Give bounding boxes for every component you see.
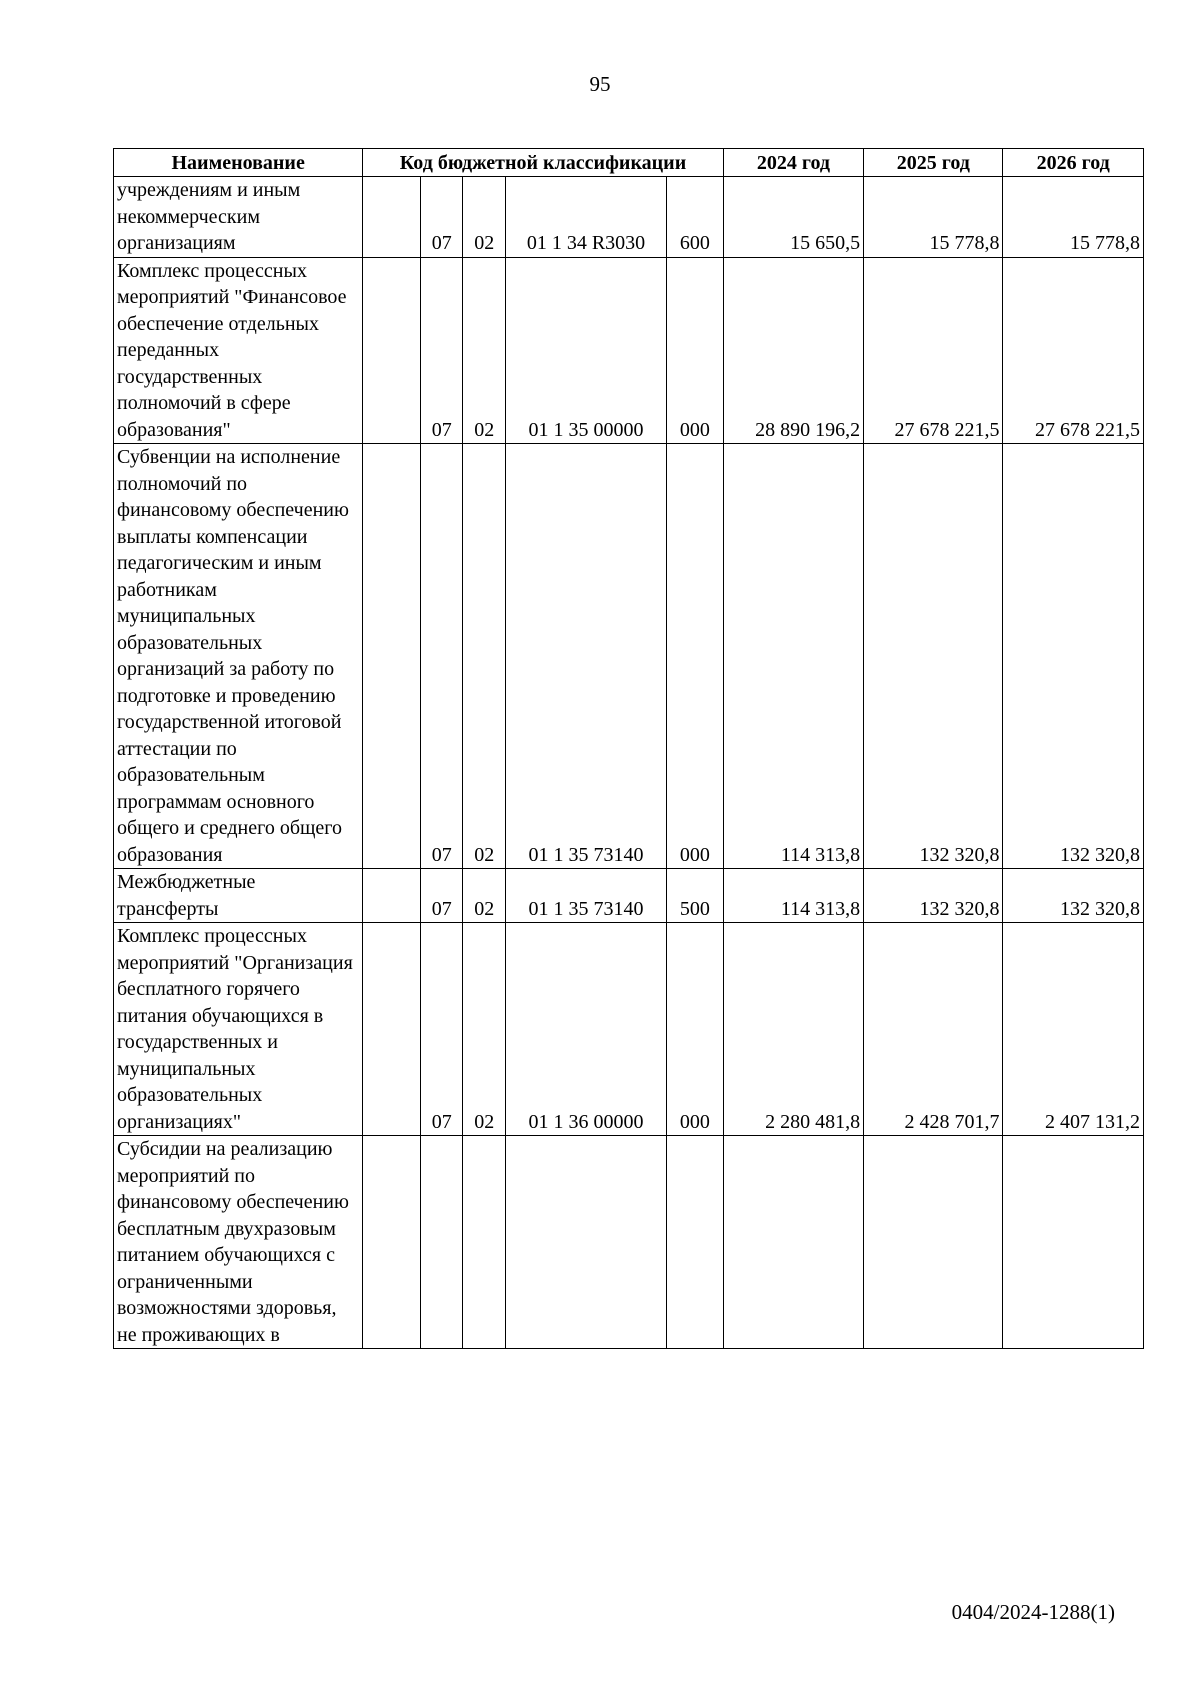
code-expense-type [667, 1136, 724, 1349]
amount-2024: 15 650,5 [723, 177, 863, 258]
table-row [114, 1136, 1144, 1349]
code-target-article: 01 1 35 00000 [505, 257, 666, 444]
code-subsection: 02 [463, 923, 505, 1136]
amount-2025: 132 320,8 [864, 869, 1003, 923]
code-chapter [421, 1136, 463, 1349]
code-expense-type: 000 [667, 257, 724, 444]
code-section [363, 923, 421, 1136]
code-expense-type: 500 [667, 869, 724, 923]
code-chapter: 07 [421, 257, 463, 444]
document-code: 0404/2024-1288(1) [951, 1600, 1115, 1624]
table-row [114, 177, 1144, 258]
amount-2025: 132 320,8 [864, 444, 1003, 869]
amount-2026: 132 320,8 [1003, 444, 1144, 869]
code-target-article: 01 1 35 73140 [505, 869, 666, 923]
row-name: Межбюджетные трансферты [114, 869, 363, 923]
amount-2024: 28 890 196,2 [723, 257, 863, 444]
amount-2026: 27 678 221,5 [1003, 257, 1144, 444]
header-2026: 2026 год [1003, 149, 1144, 177]
table-row [114, 923, 1144, 1136]
code-target-article: 01 1 35 73140 [505, 444, 666, 869]
table-row [114, 444, 1144, 869]
header-name: Наименование [114, 149, 363, 177]
code-subsection: 02 [463, 177, 505, 258]
code-subsection: 02 [463, 869, 505, 923]
budget-table [113, 148, 1144, 1349]
page-number: 95 [589, 72, 611, 96]
code-subsection: 02 [463, 444, 505, 869]
code-chapter: 07 [421, 923, 463, 1136]
amount-2024: 2 280 481,8 [723, 923, 863, 1136]
code-target-article [505, 1136, 666, 1349]
code-section [363, 1136, 421, 1349]
amount-2024: 114 313,8 [723, 869, 863, 923]
table-row [114, 257, 1144, 444]
header-2025: 2025 год [864, 149, 1003, 177]
amount-2026 [1003, 1136, 1144, 1349]
header-code: Код бюджетной классификации [363, 149, 723, 177]
table-header-row [114, 149, 1144, 177]
row-name: Комплекс процессных мероприятий "Организация бесплатного горячего питания обучающихся в государственных и муниципальных образовательных организациях" [114, 923, 363, 1136]
code-section [363, 444, 421, 869]
code-expense-type: 000 [667, 444, 724, 869]
code-section [363, 869, 421, 923]
table-row [114, 869, 1144, 923]
amount-2025: 15 778,8 [864, 177, 1003, 258]
amount-2025: 27 678 221,5 [864, 257, 1003, 444]
row-name: Субвенции на исполнение полномочий по финансовому обеспечению выплаты компенсации педагогическим и иным работникам муниципальных образовательных организаций за работу по подготовке и проведению государственной итоговой аттестации по образовательным программам основного общего и среднего общего образования [114, 444, 363, 869]
code-chapter: 07 [421, 869, 463, 923]
amount-2025: 2 428 701,7 [864, 923, 1003, 1136]
row-name: учреждениям и иным некоммерческим организациям [114, 177, 363, 258]
code-chapter: 07 [421, 444, 463, 869]
code-subsection [463, 1136, 505, 1349]
amount-2026: 132 320,8 [1003, 869, 1144, 923]
code-target-article: 01 1 36 00000 [505, 923, 666, 1136]
code-chapter: 07 [421, 177, 463, 258]
code-expense-type: 600 [667, 177, 724, 258]
amount-2025 [864, 1136, 1003, 1349]
code-target-article: 01 1 34 R3030 [505, 177, 666, 258]
amount-2026: 2 407 131,2 [1003, 923, 1144, 1136]
header-2024: 2024 год [723, 149, 863, 177]
code-section [363, 177, 421, 258]
table-body [114, 177, 1144, 1349]
amount-2024 [723, 1136, 863, 1349]
code-expense-type: 000 [667, 923, 724, 1136]
amount-2024: 114 313,8 [723, 444, 863, 869]
amount-2026: 15 778,8 [1003, 177, 1144, 258]
row-name: Субсидии на реализацию мероприятий по финансовому обеспечению бесплатным двухразовым питанием обучающихся с ограниченными возможностями здоровья, не проживающих в [114, 1136, 363, 1349]
code-subsection: 02 [463, 257, 505, 444]
row-name: Комплекс процессных мероприятий "Финансовое обеспечение отдельных переданных государственных полномочий в сфере образования" [114, 257, 363, 444]
code-section [363, 257, 421, 444]
